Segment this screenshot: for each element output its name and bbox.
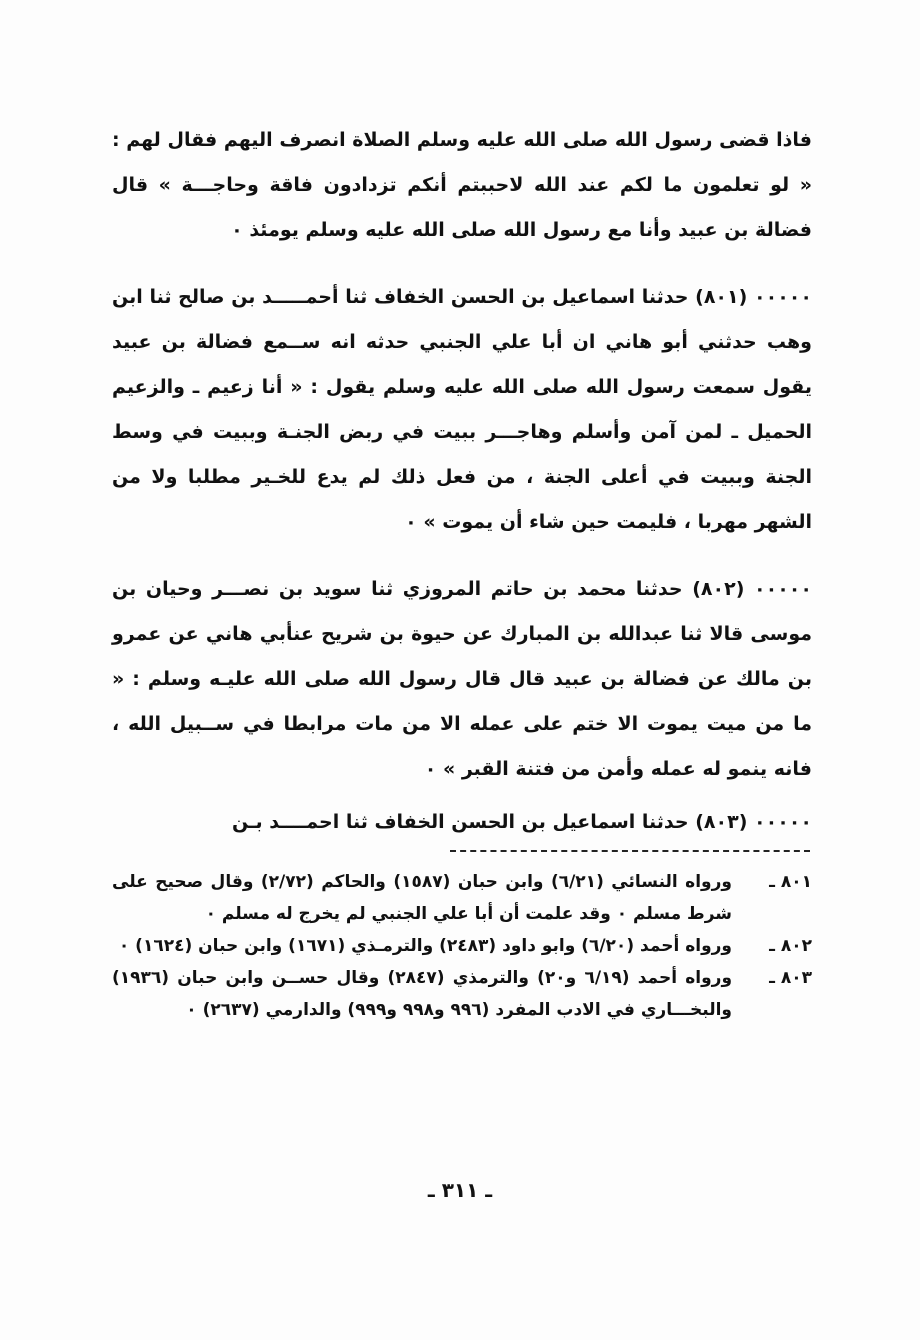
- footnote-803: [112, 962, 812, 1026]
- paragraph-intro: فاذا قضى رسول الله صلى الله عليه وسلم الصلاة انصرف اليهم فقال لهم : « لو تعلمون ما لكم عند الله لاحببتم أنكم تزدادون فاقة وحاجـــة » قال فضالة بن عبيد وأنا مع رسول الله صلى الله عليه وسلم يومئذ ٠: [112, 129, 812, 241]
- paragraph-hadith-801: ٠٠٠٠٠ (٨٠١) حدثنا اسماعيل بن الحسن الخفاف ثنا أحمـــــد بن صالح ثنا ابن وهب حدثني أبو هاني ان أبا علي الجنبي حدثه انه ســمع فضالة بن عبيد يقول سمعت رسول الله صلى الله عليه وسلم يقول : « أنا زعيم ـ والزعيم الحميل ـ لمن آمن وأسلم وهاجـــر ببيت في ربض الجنـة وببيت في وسط الجنة وببيت في أعلى الجنة ، من فعل ذلك لم يدع للخـير مطلبا ولا من الشهر مهربا ، فليمت حين شاء أن يموت » ٠: [112, 286, 812, 533]
- page-number: ـ ٣١١ ـ: [427, 1178, 493, 1202]
- footnote-text: ورواه أحمد (٦/٢٠) وابو داود (٢٤٨٣) والترمـذي (١٦٧١) وابن حبان (١٦٢٤) ٠: [118, 936, 732, 956]
- footnote-separator: [450, 850, 810, 852]
- footnote-802: [112, 930, 812, 962]
- footnote-text: ورواه أحمد (٦/١٩ و٢٠) والترمذي (٢٨٤٧) وقال حســن وابن حبان (١٩٣٦) والبخـــاري في الادب المفرد (٩٩٦ و٩٩٨ و٩٩٩) والدارمي (٢٦٣٧) ٠: [112, 968, 733, 1020]
- footnote-number: ٨٠١ ـ: [769, 872, 812, 892]
- footnote-801: [112, 866, 812, 930]
- footnotes: [112, 866, 812, 1026]
- footnote-number: ٨٠٢ ـ: [769, 936, 812, 956]
- footnote-text: ورواه النسائي (٦/٢١) وابن حبان (١٥٨٧) والحاكم (٢/٧٢) وقال صحيح على شرط مسلم ٠ وقد علمت أن أبا علي الجنبي لم يخرج له مسلم ٠: [112, 872, 732, 924]
- footnote-number: ٨٠٣ ـ: [769, 968, 812, 988]
- main-text: [112, 118, 812, 845]
- paragraph-hadith-803: ٠٠٠٠٠ (٨٠٣) حدثنا اسماعيل بن الحسن الخفاف ثنا احمــــد بـن: [231, 811, 812, 833]
- paragraph-hadith-802: ٠٠٠٠٠ (٨٠٢) حدثنا محمد بن حاتم المروزي ثنا سويد بن نصـــر وحيان بن موسى قالا ثنا عبدالله بن المبارك عن حيوة بن شريح عنأبي هاني عن عمرو بن مالك عن فضالة بن عبيد قال قال رسول الله صلى الله عليـه وسلم : « ما من ميت يموت الا ختم على عمله الا من مات مرابطا في ســبيل الله ، فانه ينمو له عمله وأمن من فتنة القبر » ٠: [112, 578, 812, 780]
